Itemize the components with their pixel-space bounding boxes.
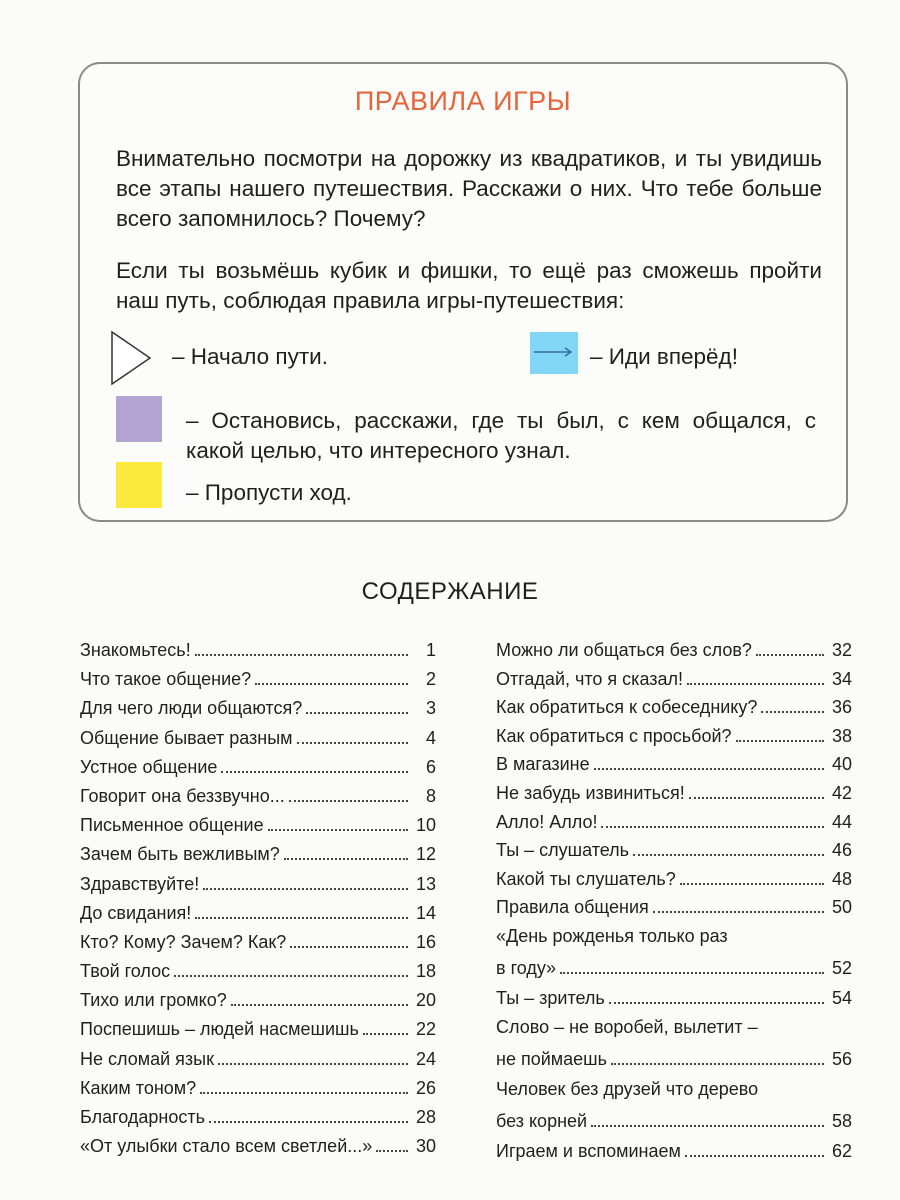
toc-entry-label: До свидания! — [80, 902, 192, 923]
toc-entry — [496, 750, 852, 778]
toc-entry-page: 18 — [415, 961, 436, 982]
legend-forward-text: – Иди вперёд! — [590, 344, 738, 369]
toc-right-column — [496, 636, 852, 1165]
toc-entry-label: Твой голос — [80, 961, 171, 982]
toc-dot-leader — [609, 1002, 824, 1004]
toc-dot-leader — [601, 826, 824, 828]
toc-entry-label: Можно ли общаться без слов? — [496, 640, 752, 660]
toc-entry-label: Поспешишь – людей насмешишь — [80, 1019, 359, 1040]
toc-entry-label: Кто? Кому? Зачем? Как? — [80, 931, 287, 952]
toc-entry-page: 62 — [831, 1140, 852, 1161]
toc-entry-page: 44 — [831, 811, 852, 832]
toc-dot-leader — [687, 683, 824, 685]
toc-entry — [496, 1137, 852, 1165]
toc-entry-label: Ты – зритель — [496, 987, 605, 1008]
toc-entry-label: Какой ты слушатель? — [496, 868, 676, 889]
toc-entry — [80, 782, 436, 810]
toc-dot-leader — [290, 946, 408, 948]
toc-dot-leader — [200, 1092, 408, 1094]
legend-stop-text: – Остановись, расскажи, где ты был, с кем общался, с какой целью, что интересного узнал. — [186, 408, 816, 463]
toc-dot-leader — [284, 858, 408, 860]
toc-dot-leader — [560, 972, 824, 974]
toc-entry-page: 3 — [425, 698, 436, 719]
toc-entry-page: 4 — [425, 727, 436, 748]
toc-entry-page: 8 — [425, 785, 436, 806]
toc-entry-label: Письменное общение — [80, 815, 264, 836]
toc-entry — [496, 922, 852, 984]
toc-entry-label: без корней — [496, 1110, 588, 1131]
toc-dot-leader — [591, 1125, 824, 1127]
toc-entry — [496, 893, 852, 921]
forward-arrow-square — [530, 332, 578, 374]
toc-entry-label: Как обратиться к собеседнику? — [496, 697, 758, 718]
toc-entry — [496, 1013, 852, 1075]
toc-entry — [496, 779, 852, 807]
toc-entry-page: 40 — [831, 754, 852, 775]
toc-entry — [496, 665, 852, 693]
toc-entry-page: 20 — [415, 990, 436, 1011]
toc-dot-leader — [231, 1004, 408, 1006]
toc-entry-page: 13 — [415, 873, 436, 894]
toc-entry-page: 56 — [831, 1048, 852, 1069]
toc-entry — [80, 899, 436, 927]
toc-entry — [80, 665, 436, 693]
legend-skip-text: – Пропусти ход. — [186, 480, 352, 505]
toc-dot-leader — [221, 771, 408, 773]
toc-entry-page: 42 — [831, 782, 852, 803]
toc-dot-leader — [218, 1063, 408, 1065]
toc-entry — [496, 984, 852, 1012]
toc-dot-leader — [268, 829, 408, 831]
toc-entry-page: 46 — [831, 840, 852, 861]
toc-entry-page: 22 — [415, 1019, 436, 1040]
toc-entry — [80, 1074, 436, 1102]
rules-box — [78, 62, 848, 522]
toc-entry — [80, 957, 436, 985]
toc-dot-leader — [736, 740, 824, 742]
toc-entry-page: 32 — [831, 640, 852, 660]
toc-dot-leader — [653, 911, 824, 913]
toc-entry — [496, 693, 852, 721]
toc-entry-page: 52 — [831, 957, 852, 978]
toc-entry — [80, 753, 436, 781]
toc-dot-leader — [255, 683, 408, 685]
arrow-right-icon — [530, 332, 578, 374]
toc-entry — [496, 836, 852, 864]
toc-entry — [80, 694, 436, 722]
toc-dot-leader — [633, 854, 824, 856]
toc-dot-leader — [203, 888, 408, 890]
toc-entry — [80, 840, 436, 868]
toc-entry-label: не поймаешь — [496, 1048, 607, 1069]
toc-entry — [80, 1132, 436, 1160]
toc-dot-leader — [174, 975, 408, 977]
toc-dot-leader — [195, 917, 408, 919]
rules-paragraph-1: Внимательно посмотри на дорожку из квадратиков, и ты увидишь все этапы нашего путешествия. Расскажи о них. Что тебе больше всего запомнилось? Почему? — [116, 146, 822, 231]
skip-yellow-square — [116, 462, 162, 508]
toc-entry — [80, 811, 436, 839]
toc-entry-page: 26 — [415, 1077, 436, 1098]
toc-entry-page: 14 — [415, 902, 436, 923]
toc-entry-page: 16 — [415, 931, 436, 952]
toc-entry — [496, 722, 852, 750]
rules-paragraph-2: Если ты возьмёшь кубик и фишки, то ещё раз сможешь пройти наш путь, соблюдая правила игры-путешествия: — [116, 258, 822, 313]
toc-entry-label: Благодарность — [80, 1107, 206, 1127]
toc-entry-label: Каким тоном? — [80, 1077, 197, 1098]
toc-entry-label: Правила общения — [496, 897, 649, 918]
toc-entry — [496, 865, 852, 893]
toc-dot-leader — [297, 742, 408, 744]
toc-entry-label: Не забудь извиниться! — [496, 782, 685, 803]
toc-entry-label: Как обратиться с просьбой? — [496, 725, 732, 746]
toc-left-column — [80, 636, 436, 1161]
toc-title: СОДЕРЖАНИЕ — [361, 578, 539, 605]
toc-entry-label: Устное общение — [80, 756, 218, 777]
legend-start-text: – Начало пути. — [172, 344, 328, 369]
toc-entry — [80, 1045, 436, 1073]
toc-entry-label: в году» — [496, 957, 557, 978]
toc-entry-label: Говорит она беззвучно... — [80, 785, 285, 806]
toc-entry-label: Что такое общение? — [80, 669, 252, 690]
toc-entry — [496, 1075, 852, 1137]
toc-dot-leader — [363, 1033, 408, 1035]
rules-title: ПРАВИЛА ИГРЫ — [354, 86, 572, 116]
toc-entry-page: 30 — [415, 1136, 436, 1157]
toc-entry-label-line1: Человек без друзей что дерево — [496, 1078, 759, 1099]
toc-entry — [80, 870, 436, 898]
toc-entry-page: 10 — [415, 815, 436, 836]
toc-dot-leader — [195, 654, 408, 656]
toc-entry-label: Играем и вспоминаем — [496, 1140, 681, 1161]
toc-dot-leader — [761, 711, 824, 713]
toc-entry — [80, 1015, 436, 1043]
toc-dot-leader — [306, 712, 408, 714]
toc-entry-label: Общение бывает разным — [80, 727, 293, 748]
toc-entry-label: Не сломай язык — [80, 1048, 214, 1069]
toc-dot-leader — [594, 768, 824, 770]
toc-entry — [80, 636, 436, 664]
toc-dot-leader — [685, 1155, 824, 1157]
toc-dot-leader — [611, 1063, 824, 1065]
toc-dot-leader — [680, 883, 824, 885]
toc-entry-label: Знакомьтесь! — [80, 640, 191, 660]
toc-entry-page: 54 — [831, 987, 852, 1008]
toc-entry-label: Зачем быть вежливым? — [80, 844, 280, 865]
toc-dot-leader — [376, 1150, 408, 1152]
toc-entry-label: Тихо или громко? — [80, 990, 227, 1011]
toc-dot-leader — [756, 654, 824, 656]
toc-entry — [80, 986, 436, 1014]
toc-dot-leader — [209, 1121, 408, 1123]
toc-entry — [80, 928, 436, 956]
start-triangle-icon — [110, 330, 152, 386]
toc-entry-label: Отгадай, что я сказал! — [496, 668, 684, 689]
toc-entry-page: 48 — [831, 868, 852, 889]
toc-entry-page: 24 — [415, 1048, 436, 1069]
toc-entry-page: 38 — [831, 725, 852, 746]
toc-entry — [80, 1103, 436, 1131]
toc-entry-page: 58 — [831, 1110, 852, 1131]
toc-entry-page: 1 — [425, 640, 436, 660]
toc-entry-label: «От улыбки стало всем светлей...» — [80, 1136, 373, 1157]
toc-entry-page: 28 — [415, 1107, 436, 1127]
toc-entry-label: Здравствуйте! — [80, 873, 200, 894]
toc-entry — [496, 636, 852, 664]
toc-entry-label: Ты – слушатель — [496, 840, 630, 861]
toc-entry-label: Алло! Алло! — [496, 811, 598, 832]
toc-entry-page: 50 — [831, 897, 852, 918]
toc-entry-page: 6 — [425, 756, 436, 777]
toc-entry — [496, 808, 852, 836]
toc-entry-page: 34 — [831, 668, 852, 689]
toc-dot-leader — [289, 800, 408, 802]
toc-entry-page: 36 — [831, 697, 852, 718]
toc-entry — [80, 724, 436, 752]
toc-entry-page: 2 — [425, 669, 436, 690]
toc-entry-label-line1: Слово – не воробей, вылетит – — [496, 1016, 758, 1037]
stop-purple-square — [116, 396, 162, 442]
toc-dot-leader — [689, 797, 824, 799]
toc-entry-page: 12 — [415, 844, 436, 865]
toc-entry-label-line1: «День рожденья только раз — [496, 925, 728, 946]
toc-entry-label: В магазине — [496, 754, 590, 775]
toc-entry-label: Для чего люди общаются? — [80, 698, 303, 719]
